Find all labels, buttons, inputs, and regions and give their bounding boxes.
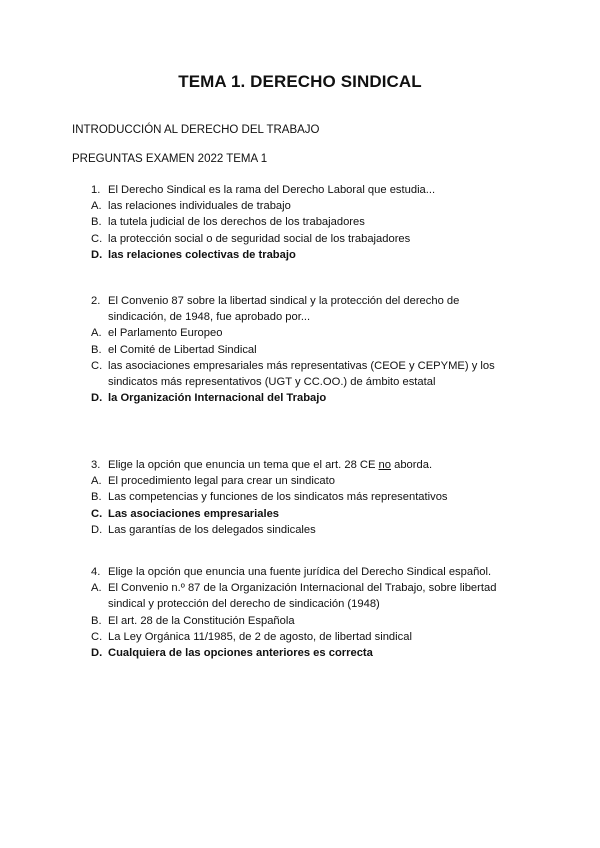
correct-answer-option [0, 247, 600, 263]
answer-option [0, 358, 600, 390]
question-stem [0, 564, 600, 580]
option-letter: B. [91, 343, 102, 356]
answer-option [0, 214, 600, 230]
option-letter: B. [91, 216, 102, 229]
answer-option [0, 342, 600, 358]
question-stem [0, 293, 600, 325]
option-letter: C. [91, 359, 103, 372]
question-2 [0, 293, 600, 406]
option-text: la tutela judicial de los derechos de los trabajadores [108, 216, 365, 229]
answer-option [0, 231, 600, 247]
question-number: 1. [91, 184, 101, 196]
question-text [108, 457, 518, 473]
option-text: Las asociaciones empresariales [108, 507, 280, 520]
option-letter: C. [91, 630, 103, 643]
question-stem [0, 457, 600, 473]
option-letter: C. [91, 232, 103, 245]
question-number: 4. [91, 566, 101, 578]
question-text: El Convenio 87 sobre la libertad sindical y la protección del derecho de sindicación, de 1948, fue aprobado por... [108, 295, 460, 324]
question-number: 3. [91, 459, 101, 471]
option-text: La Ley Orgánica 11/1985, de 2 de agosto, de libertad sindical [108, 630, 412, 643]
exam-heading: PREGUNTAS EXAMEN 2022 TEMA 1 [72, 153, 268, 165]
option-text: las relaciones individuales de trabajo [108, 200, 291, 213]
option-letter: B. [91, 614, 102, 627]
option-letter: D. [91, 523, 103, 536]
option-text: el Parlamento Europeo [108, 327, 223, 340]
question-number: 2. [91, 295, 101, 307]
option-letter: A. [91, 327, 102, 340]
option-letter: A. [91, 200, 102, 213]
question-text: Elige la opción que enuncia una fuente jurídica del Derecho Sindical español. [108, 566, 492, 578]
question-emphasis: no [378, 459, 391, 471]
answer-option [0, 613, 600, 629]
answer-option [0, 522, 600, 538]
question-3 [0, 457, 600, 538]
option-text: las relaciones colectivas de trabajo [108, 248, 296, 261]
option-letter: C. [91, 507, 103, 520]
question-text-before: Elige la opción que enuncia un tema que el art. 28 CE [108, 459, 379, 471]
option-text: Las competencias y funciones de los sindicatos más representativos [108, 491, 448, 504]
answer-option [0, 473, 600, 489]
question-1 [0, 182, 600, 263]
option-letter: A. [91, 475, 102, 488]
option-text: la protección social o de seguridad social de los trabajadores [108, 232, 411, 245]
correct-answer-option [0, 506, 600, 522]
option-letter: B. [91, 491, 102, 504]
option-text: las asociaciones empresariales más representativas (CEOE y CEPYME) y los sindicatos más representativos (UGT y CC.OO.) de ámbito estatal [108, 359, 495, 389]
option-text: Las garantías de los delegados sindicales [108, 523, 316, 536]
option-letter: D. [91, 248, 103, 261]
option-letter: A. [91, 582, 102, 595]
section-subtitle: INTRODUCCIÓN AL DERECHO DEL TRABAJO [72, 124, 320, 136]
question-stem [0, 182, 600, 198]
answer-option [0, 580, 600, 612]
question-text: El Derecho Sindical es la rama del Derecho Laboral que estudia... [108, 184, 436, 196]
option-letter: D. [91, 392, 103, 405]
question-4 [0, 564, 600, 661]
option-text: la Organización Internacional del Trabajo [108, 392, 327, 405]
answer-option [0, 629, 600, 645]
answer-option [0, 325, 600, 341]
option-text: El art. 28 de la Constitución Española [108, 614, 295, 627]
correct-answer-option [0, 390, 600, 406]
page-title: TEMA 1. DERECHO SINDICAL [178, 72, 422, 91]
option-text: El Convenio n.º 87 de la Organización Internacional del Trabajo, sobre libertad sindical y protección del derecho de sindicación (1948) [108, 582, 497, 611]
question-text-after: aborda. [391, 459, 433, 471]
correct-answer-option [0, 645, 600, 661]
answer-option [0, 198, 600, 214]
answer-option [0, 489, 600, 505]
option-text: el Comité de Libertad Sindical [108, 343, 257, 356]
option-letter: D. [91, 647, 103, 660]
option-text: Cualquiera de las opciones anteriores es correcta [108, 647, 373, 660]
option-text: El procedimiento legal para crear un sindicato [108, 475, 335, 488]
